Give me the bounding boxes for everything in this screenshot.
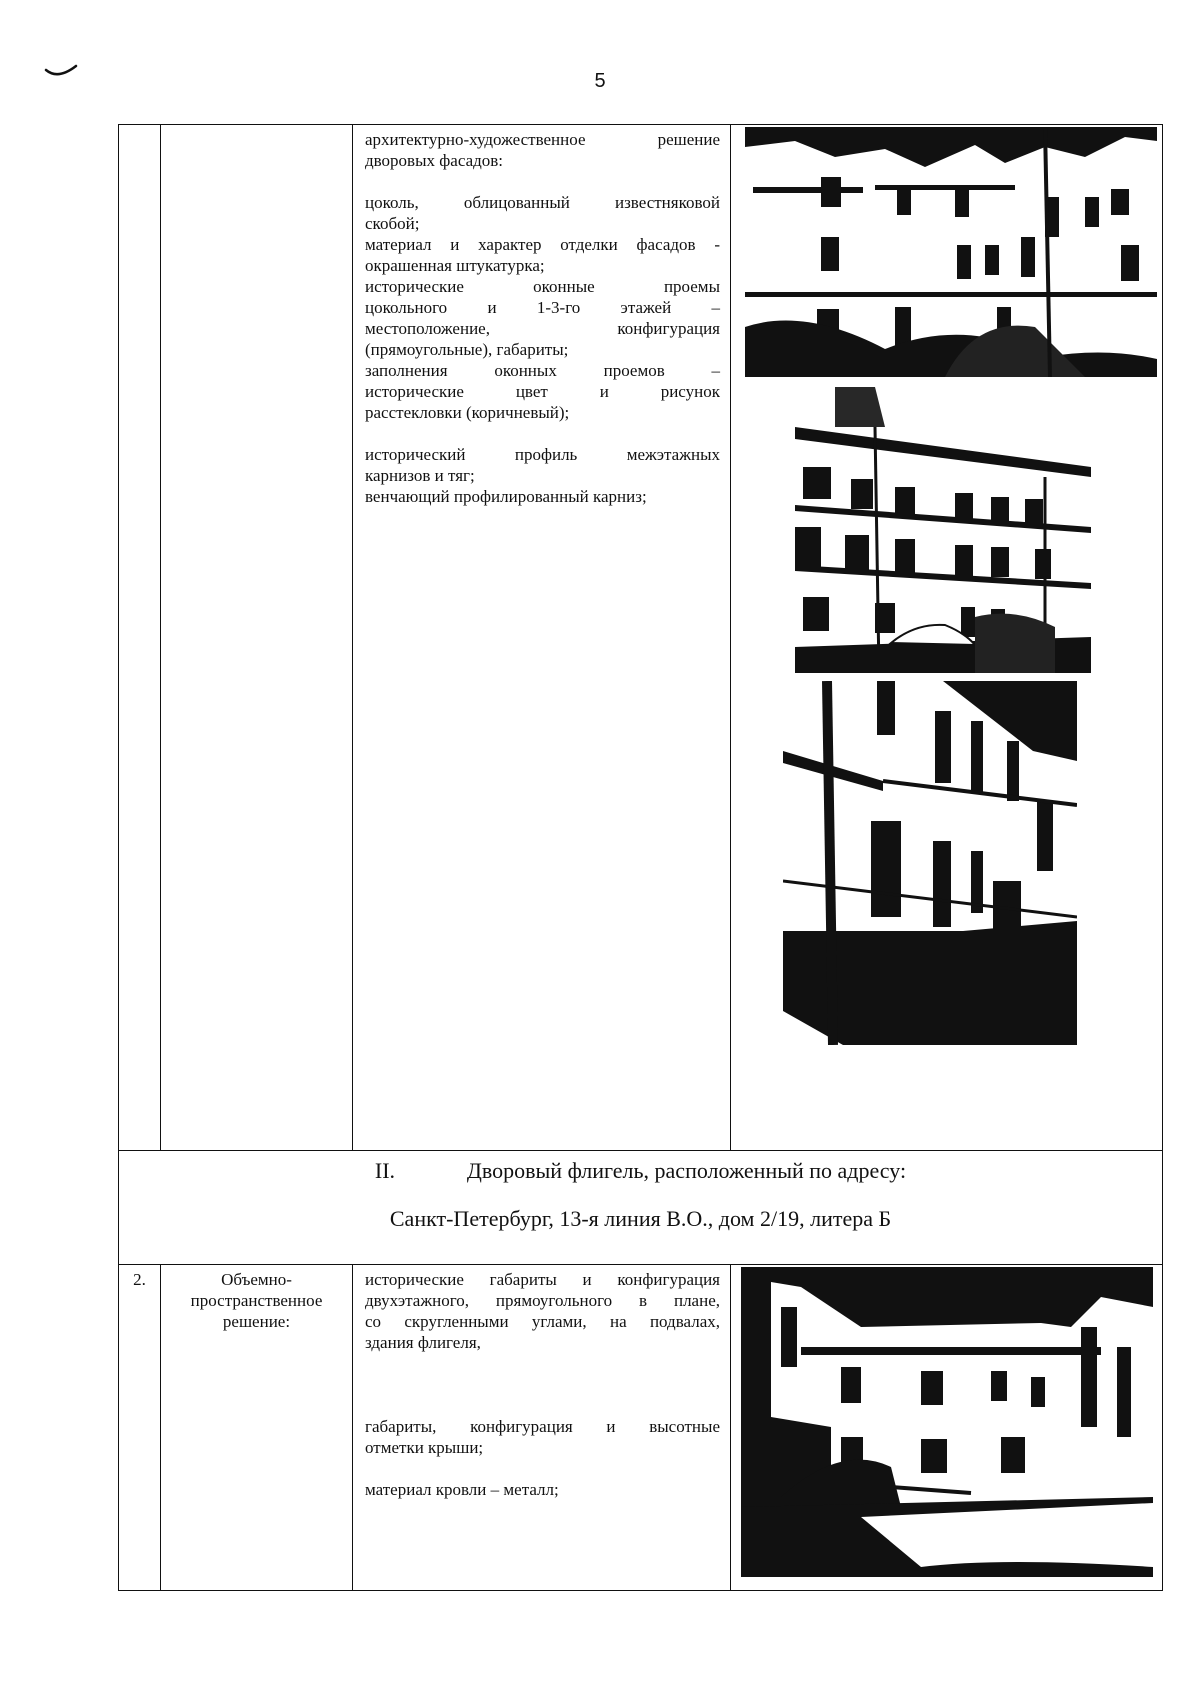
- photos-cell: [731, 125, 1163, 1151]
- blank-line: [365, 1458, 720, 1479]
- blank-line: [365, 171, 720, 192]
- description-lines: [365, 129, 720, 507]
- description-line: отметки крыши;: [365, 1438, 484, 1457]
- blank-line: [365, 1353, 720, 1374]
- table-row: [119, 1265, 1163, 1591]
- section-roman-numeral: II.: [374, 1158, 396, 1183]
- courtyard-facade-photo-3: [783, 681, 1077, 1045]
- description-line: исторический профиль межэтажных: [365, 445, 720, 464]
- parameter-cell: [161, 1265, 353, 1591]
- description-line: исторические габариты и конфигурация: [365, 1270, 720, 1289]
- parameter-line: пространственное: [190, 1291, 323, 1310]
- parameter-line: Объемно-: [221, 1270, 292, 1289]
- photos-cell: [731, 1265, 1163, 1591]
- description-line: карнизов и тяг;: [365, 466, 475, 485]
- section-title: Дворовый флигель, расположенный по адресу:: [466, 1158, 907, 1183]
- courtyard-facade-photo-1: [745, 127, 1157, 377]
- description-cell: [353, 125, 731, 1151]
- description-line: окрашенная штукатурка;: [365, 256, 545, 275]
- row-number-cell: [119, 125, 161, 1151]
- blank-line: [365, 1395, 720, 1416]
- description-line: исторические оконные проемы: [365, 277, 720, 296]
- description-line: цокольного и 1-3-го этажей –: [365, 298, 720, 317]
- protection-subject-table: [118, 124, 1163, 1591]
- description-line: местоположение, конфигурация: [365, 319, 720, 338]
- description-line: заполнения оконных проемов –: [365, 361, 720, 380]
- parameter-line: решение:: [222, 1312, 291, 1331]
- page-number: 5: [594, 70, 606, 92]
- description-line: (прямоугольные), габариты;: [365, 340, 569, 359]
- description-line: габариты, конфигурация и высотные: [365, 1417, 720, 1436]
- description-line: скобой;: [365, 214, 420, 233]
- description-line: исторические цвет и рисунок: [365, 382, 720, 401]
- blank-line: [365, 423, 720, 444]
- description-line: цоколь, облицованный известняковой: [365, 193, 720, 212]
- description-line: двухэтажного, прямоугольного в плане,: [365, 1291, 720, 1310]
- description-line: расстекловки (коричневый);: [365, 403, 570, 422]
- description-cell: [353, 1265, 731, 1591]
- description-line: материал кровли – металл;: [365, 1480, 559, 1499]
- courtyard-wing-photo: [741, 1267, 1153, 1577]
- section-header-cell: [119, 1151, 1163, 1265]
- row-number-cell: 2.: [119, 1265, 161, 1591]
- section-header-row: [119, 1151, 1163, 1265]
- description-line: здания флигеля,: [365, 1333, 481, 1352]
- description-line: архитектурно-художественное решение: [365, 130, 720, 149]
- description-lines: [365, 1269, 720, 1500]
- description-line: дворовых фасадов:: [365, 151, 504, 170]
- description-line: со скругленными углами, на подвалах,: [365, 1312, 720, 1331]
- parameter-cell: [161, 125, 353, 1151]
- blank-line: [365, 1374, 720, 1395]
- section-heading: [119, 1157, 1162, 1185]
- description-line: материал и характер отделки фасадов -: [365, 235, 720, 254]
- table-row: [119, 125, 1163, 1151]
- courtyard-facade-photo-2: [795, 387, 1091, 673]
- description-line: венчающий профилированный карниз;: [365, 487, 647, 506]
- section-address: Санкт-Петербург, 13-я линия В.О., дом 2/19, литера Б: [389, 1206, 892, 1231]
